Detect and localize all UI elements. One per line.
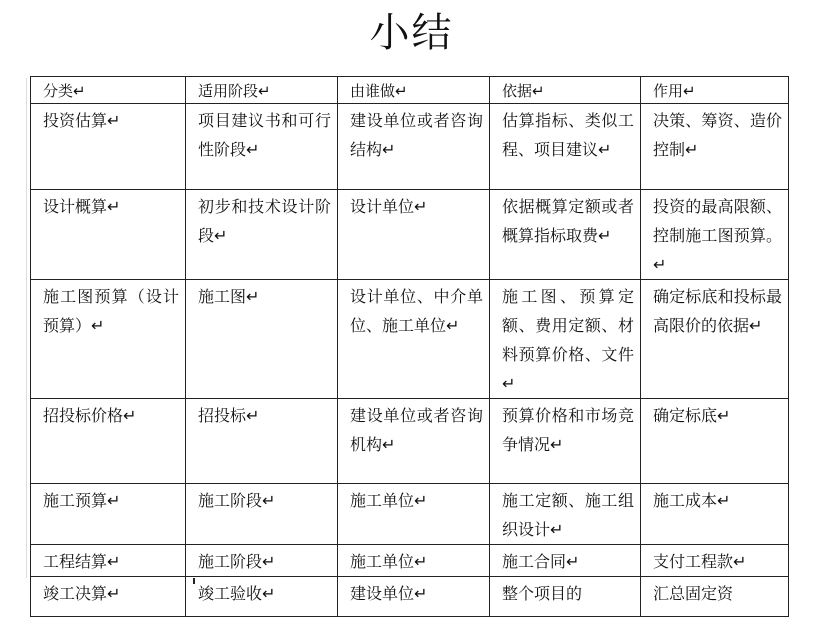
summary-table — [30, 76, 789, 617]
table-row — [31, 399, 789, 484]
table-row — [31, 104, 789, 190]
cell-who: 施工单位↵ — [338, 484, 490, 545]
cell-category: 竣工决算↵ — [31, 577, 186, 617]
cell-stage: 竣工验收↵ — [186, 577, 338, 617]
header-who: 由谁做↵ — [338, 77, 490, 104]
cell-function: 投资的最高限额、控制施工图预算。↵ — [641, 190, 789, 280]
cell-who: 设计单位、中介单位、施工单位↵ — [338, 280, 490, 399]
cell-function: 汇总固定资 — [641, 577, 789, 617]
table-row — [31, 545, 789, 577]
cell-stage: 施工阶段↵ — [186, 484, 338, 545]
cell-stage: 招投标↵ — [186, 399, 338, 484]
table-row — [31, 280, 789, 399]
cell-category: 设计概算↵ — [31, 190, 186, 280]
header-basis: 依据↵ — [490, 77, 641, 104]
cell-function: 施工成本↵ — [641, 484, 789, 545]
table-row — [31, 190, 789, 280]
cell-basis: 施工合同↵ — [490, 545, 641, 577]
cell-basis: 估算指标、类似工程、项目建议↵ — [490, 104, 641, 190]
cell-stage: 施工阶段↵ — [186, 545, 338, 577]
cell-function: 支付工程款↵ — [641, 545, 789, 577]
cell-function: 确定标底和投标最高限价的依据↵ — [641, 280, 789, 399]
cell-who: 建设单位或者咨询结构↵ — [338, 104, 490, 190]
cell-function: 决策、筹资、造价控制↵ — [641, 104, 789, 190]
slide-title: 小结 — [369, 10, 454, 56]
cell-basis: 施工定额、施工组织设计↵ — [490, 484, 641, 545]
cell-stage: 初步和技术设计阶段↵ — [186, 190, 338, 280]
table-edge-tick — [193, 578, 195, 584]
cell-basis: 整个项目的 — [490, 577, 641, 617]
cell-category: 招投标价格↵ — [31, 399, 186, 484]
cell-who: 设计单位↵ — [338, 190, 490, 280]
header-stage: 适用阶段↵ — [186, 77, 338, 104]
summary-table-container — [30, 76, 788, 603]
cell-basis: 依据概算定额或者概算指标取费↵ — [490, 190, 641, 280]
cell-category: 工程结算↵ — [31, 545, 186, 577]
cell-stage: 施工图↵ — [186, 280, 338, 399]
cell-basis: 预算价格和市场竞争情况↵ — [490, 399, 641, 484]
cell-function: 确定标底↵ — [641, 399, 789, 484]
cell-who: 建设单位或者咨询机构↵ — [338, 399, 490, 484]
cell-who: 建设单位↵ — [338, 577, 490, 617]
cell-category: 投资估算↵ — [31, 104, 186, 190]
table-row — [31, 577, 789, 617]
cell-basis: 施工图、预算定额、费用定额、材料预算价格、文件↵ — [490, 280, 641, 399]
cell-stage: 项目建议书和可行性阶段↵ — [186, 104, 338, 190]
left-margin-line — [26, 78, 27, 578]
table-header-row — [31, 77, 789, 104]
cell-category: 施工预算↵ — [31, 484, 186, 545]
header-category: 分类↵ — [31, 77, 186, 104]
cell-who: 施工单位↵ — [338, 545, 490, 577]
table-row — [31, 484, 789, 545]
header-function: 作用↵ — [641, 77, 789, 104]
cell-category: 施工图预算（设计预算）↵ — [31, 280, 186, 399]
